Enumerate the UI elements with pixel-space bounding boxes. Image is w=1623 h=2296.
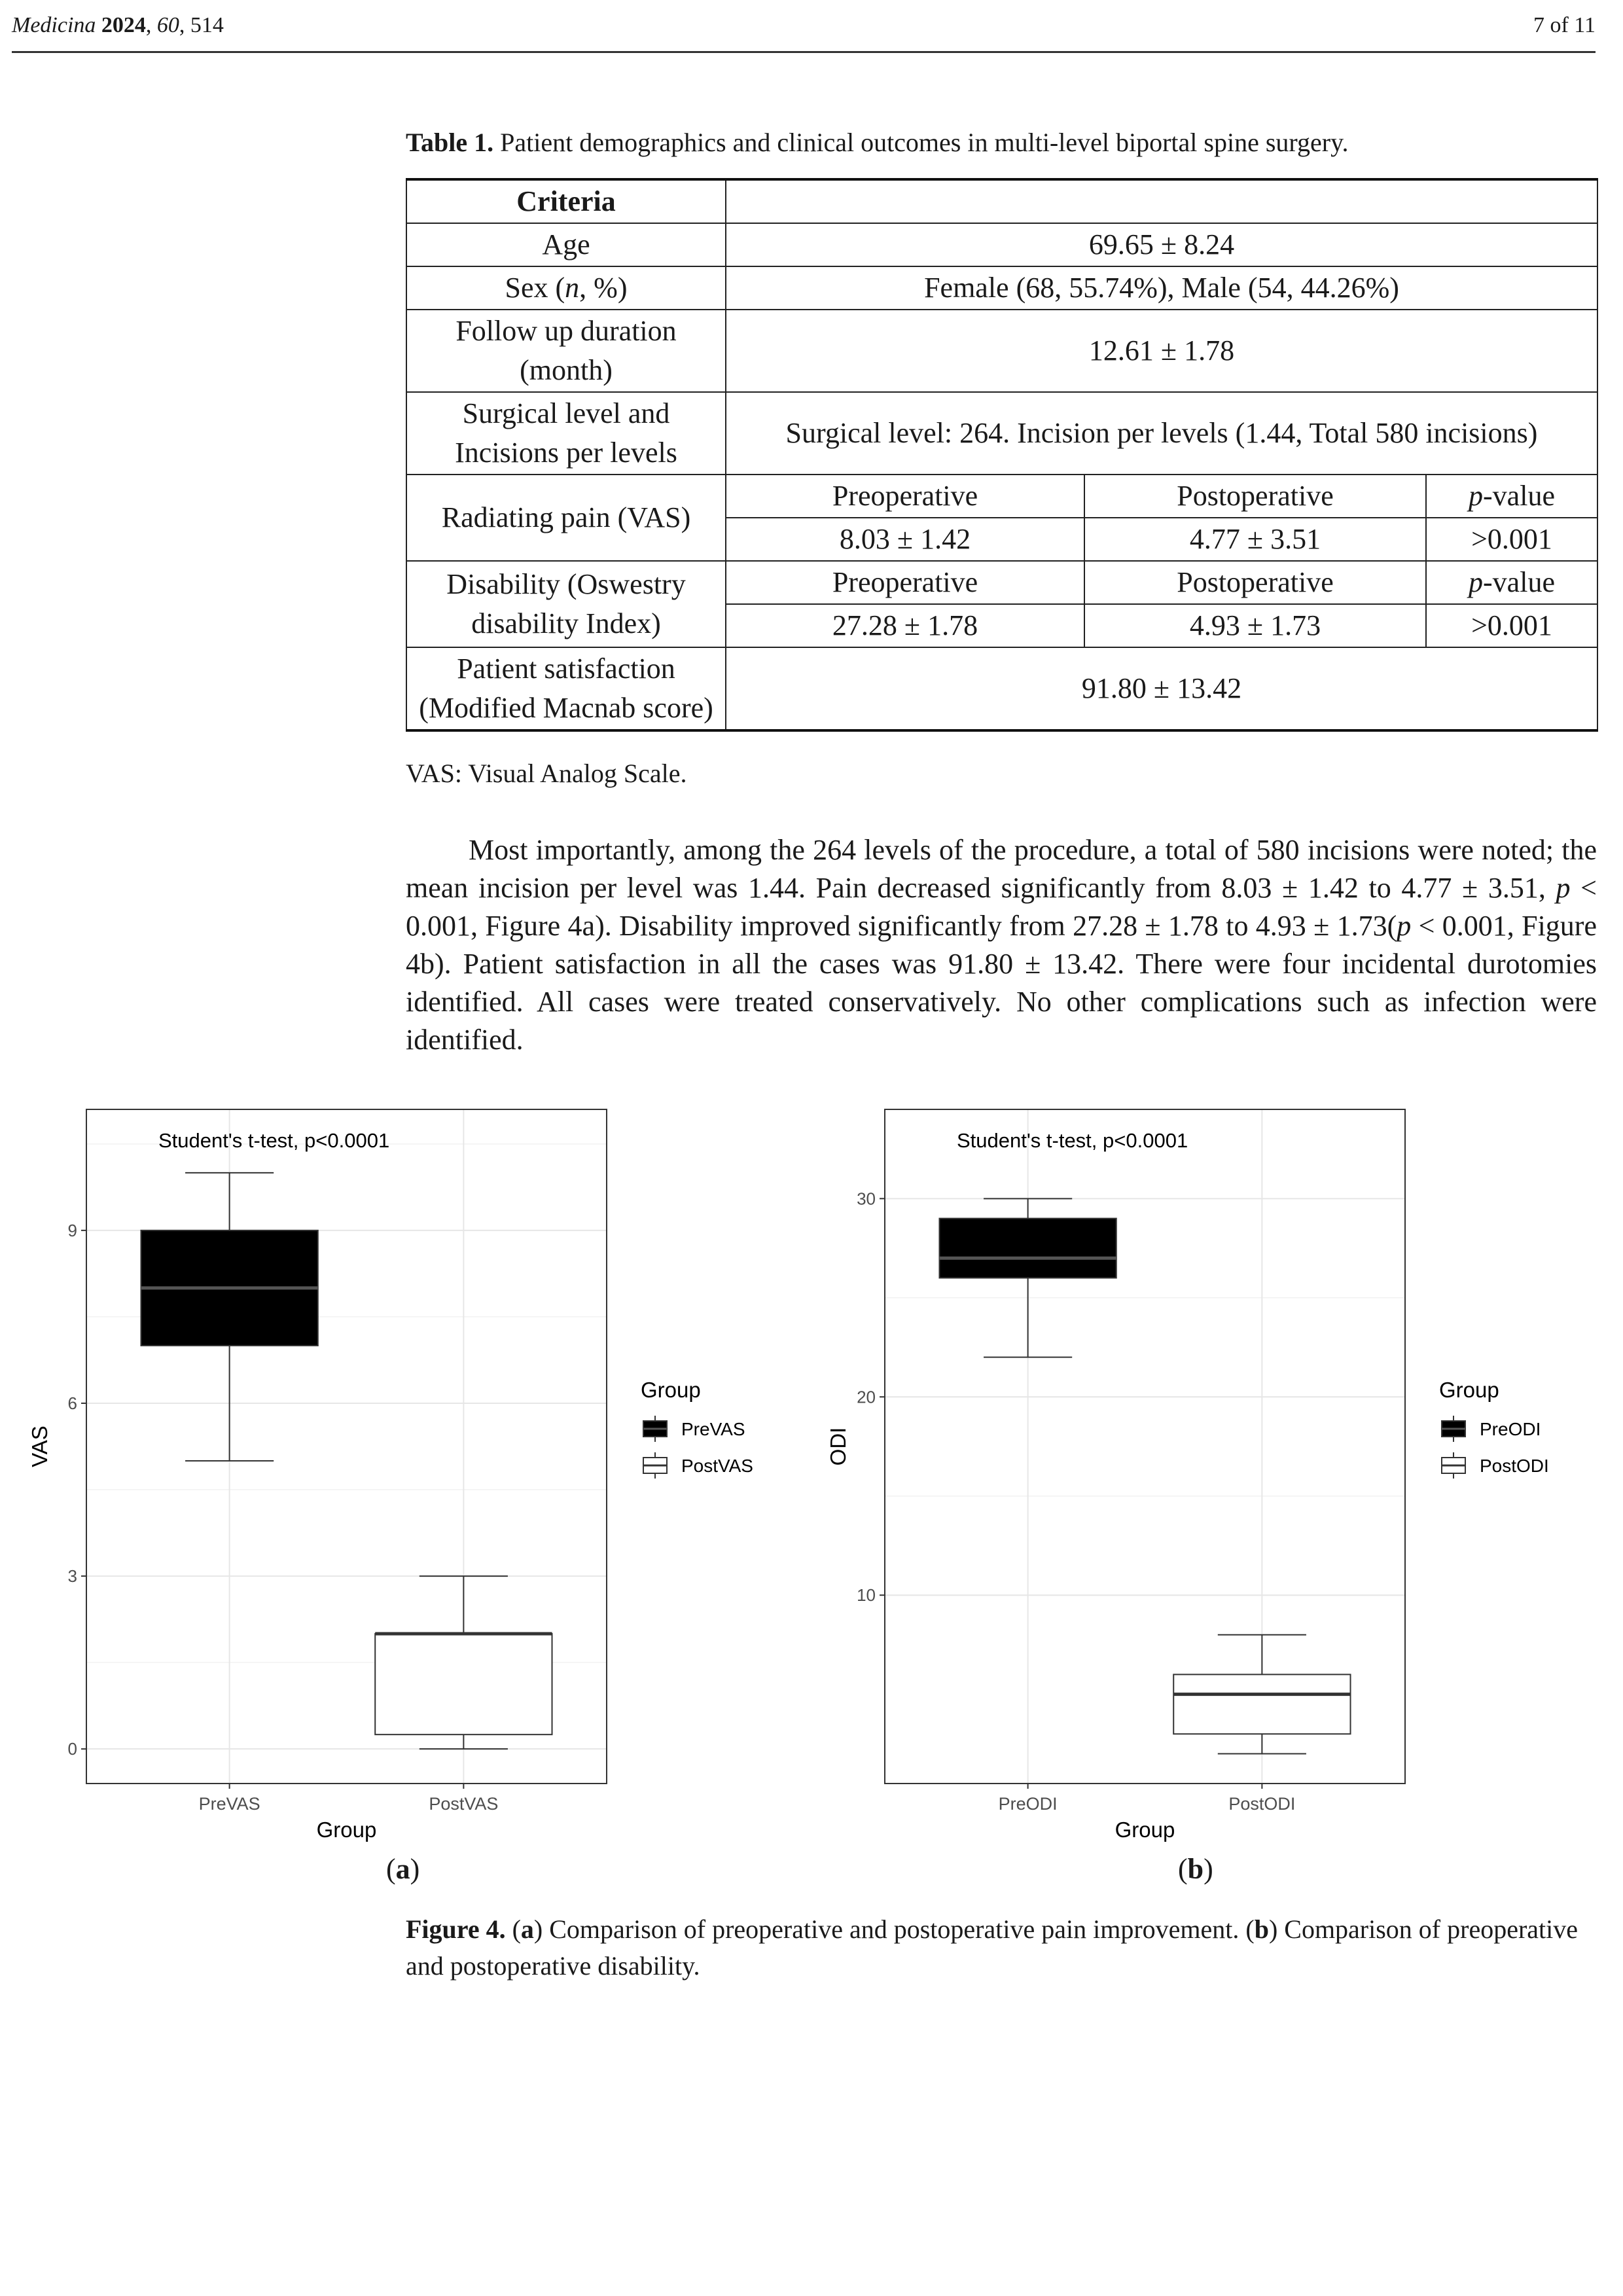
fig-cap-b: b — [1254, 1914, 1269, 1944]
age-value: 69.65 ± 8.24 — [726, 223, 1597, 266]
odi-pre-value: 27.28 ± 1.78 — [726, 604, 1084, 647]
x-tick-label: PreODI — [998, 1794, 1058, 1814]
vas-p-value: >0.001 — [1426, 518, 1597, 561]
vas-pre-value: 8.03 ± 1.42 — [726, 518, 1084, 561]
table-row — [406, 310, 1597, 392]
box-PreODI — [939, 1219, 1116, 1278]
follow-label: Follow up duration (month) — [406, 310, 726, 392]
label-b-close: ) — [1204, 1853, 1213, 1885]
label-b-open: ( — [1178, 1853, 1188, 1885]
vas-post-header: Postoperative — [1084, 475, 1426, 518]
vas-label: Radiating pain (VAS) — [406, 475, 726, 561]
table-caption-label: Table 1. — [406, 128, 494, 157]
journal-citation: Medicina 2024, 60, 514 — [12, 13, 224, 37]
table-row — [406, 266, 1597, 310]
page-header — [12, 7, 1596, 53]
journal-name: Medicina — [12, 13, 96, 37]
x-tick-label: PreVAS — [198, 1794, 260, 1814]
para-part-2: < 0.001, Figure 4a). Disability improved significantly from 27.28 ± 1.78 to 4.93 ± 1.73( — [406, 872, 1597, 942]
para-p-italic: p — [1556, 872, 1571, 904]
y-tick-label: 30 — [857, 1189, 876, 1209]
sex-label — [406, 266, 726, 310]
legend-label: PreVAS — [681, 1419, 745, 1439]
surgical-label: Surgical level and Incisions per levels — [406, 392, 726, 475]
box-PostODI — [1173, 1674, 1350, 1734]
legend-label: PostVAS — [681, 1456, 753, 1476]
table-header-empty — [726, 179, 1597, 223]
sex-label-post: , %) — [579, 272, 628, 304]
y-tick-label: 6 — [67, 1393, 77, 1413]
table-caption — [406, 124, 1597, 161]
para-p-italic: p — [1397, 910, 1412, 942]
follow-value: 12.61 ± 1.78 — [726, 310, 1597, 392]
fig-cap-3: ) Comparison of preoperative and postoperative disability. — [406, 1914, 1578, 1981]
y-tick-label: 3 — [67, 1566, 77, 1587]
odi-p-value: >0.001 — [1426, 604, 1597, 647]
vas-p-header — [1426, 475, 1597, 518]
table-row — [406, 561, 1597, 604]
label-a-open: ( — [386, 1853, 396, 1885]
x-tick-label: PostODI — [1228, 1794, 1296, 1814]
table-row — [406, 392, 1597, 475]
legend-title: Group — [1439, 1378, 1499, 1402]
article-number: 514 — [190, 13, 224, 37]
satisfaction-label: Patient satisfaction (Modified Macnab score) — [406, 647, 726, 730]
odi-p-header — [1426, 561, 1597, 604]
label-a-letter: a — [395, 1853, 410, 1885]
y-axis-title: VAS — [27, 1426, 52, 1467]
x-axis-title: Group — [316, 1818, 377, 1842]
p-italic: p — [1469, 566, 1484, 598]
odi-post-header: Postoperative — [1084, 561, 1426, 604]
figure-caption — [406, 1911, 1597, 1984]
figure-caption-label: Figure 4. — [406, 1914, 506, 1944]
odi-pre-header: Preoperative — [726, 561, 1084, 604]
table-row — [406, 179, 1597, 223]
y-tick-label: 9 — [67, 1220, 77, 1240]
legend-label: PreODI — [1480, 1419, 1541, 1439]
p-rest: -value — [1483, 566, 1555, 598]
table-note: VAS: Visual Analog Scale. — [406, 759, 687, 788]
test-annotation: Student's t-test, p<0.0001 — [957, 1129, 1188, 1152]
table-header-criteria: Criteria — [406, 179, 726, 223]
x-tick-label: PostVAS — [429, 1794, 499, 1814]
panel-label-a — [386, 1852, 419, 1886]
para-part-1: Most importantly, among the 264 levels of the procedure, a total of 580 incisions were noted; the mean incision per level was 1.44. Pain decreased significantly from 8.03 ± 1.42 to 4.77 ± 3.51, — [406, 834, 1597, 904]
table-row — [406, 223, 1597, 266]
demographics-table — [406, 178, 1598, 732]
odi-post-value: 4.93 ± 1.73 — [1084, 604, 1426, 647]
y-tick-label: 0 — [67, 1739, 77, 1759]
p-rest: -value — [1483, 480, 1555, 512]
fig-cap-2: ) Comparison of preoperative and postoperative pain improvement. ( — [533, 1914, 1255, 1944]
p-italic: p — [1469, 480, 1484, 512]
fig-cap-1: ( — [505, 1914, 521, 1944]
odi-boxplot — [818, 1086, 1597, 1852]
y-tick-label: 10 — [857, 1585, 876, 1605]
label-b-letter: b — [1187, 1853, 1204, 1885]
box-PostVAS — [375, 1634, 552, 1734]
page-number: 7 of 11 — [1533, 13, 1596, 37]
legend-label: PostODI — [1480, 1456, 1549, 1476]
sex-value: Female (68, 55.74%), Male (54, 44.26%) — [726, 266, 1597, 310]
fig-cap-a: a — [520, 1914, 534, 1944]
vas-post-value: 4.77 ± 3.51 — [1084, 518, 1426, 561]
sex-label-pre: Sex ( — [505, 272, 565, 304]
legend-title: Group — [641, 1378, 701, 1402]
table-caption-text: Patient demographics and clinical outcomes in multi-level biportal spine surgery. — [500, 128, 1349, 157]
table-row — [406, 475, 1597, 518]
journal-year: 2024 — [101, 13, 146, 37]
table-row — [406, 647, 1597, 730]
panel-label-b — [1178, 1852, 1213, 1886]
label-a-close: ) — [410, 1853, 420, 1885]
y-tick-label: 20 — [857, 1387, 876, 1407]
x-axis-title: Group — [1115, 1818, 1175, 1842]
test-annotation: Student's t-test, p<0.0001 — [158, 1129, 390, 1152]
y-axis-title: ODI — [826, 1427, 850, 1466]
surgical-value: Surgical level: 264. Incision per levels (1.44, Total 580 incisions) — [726, 392, 1597, 475]
age-label: Age — [406, 223, 726, 266]
para-part-3: < 0.001, Figure 4b). Patient satisfaction in all the cases was 91.80 ± 13.42. There were four incidental durotomies identified. All cases were treated conservatively. No other complications such as infection were identified. — [406, 910, 1597, 1056]
odi-label: Disability (Oswestry disability Index) — [406, 561, 726, 647]
satisfaction-value: 91.80 ± 13.42 — [726, 647, 1597, 730]
sex-label-n: n — [565, 272, 580, 304]
results-paragraph — [406, 831, 1597, 1059]
vas-boxplot — [20, 1086, 798, 1852]
journal-volume: 60 — [156, 13, 179, 37]
vas-pre-header: Preoperative — [726, 475, 1084, 518]
